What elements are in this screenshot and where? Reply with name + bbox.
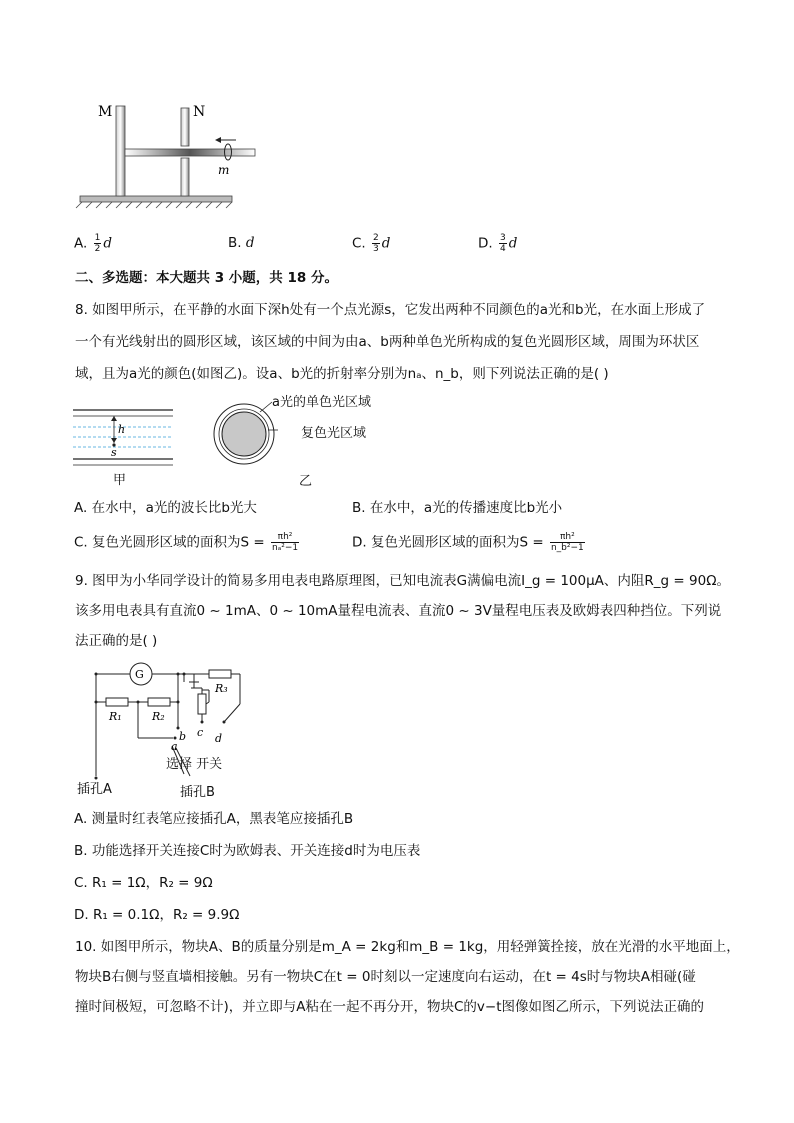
q9-label-jack-A: 插孔A	[77, 782, 112, 797]
q9-option-c: C. R₁ = 1Ω，R₂ = 9Ω	[74, 875, 213, 891]
q9-label-R1: R₁	[109, 710, 122, 723]
q8-option-d: D. 复色光圆形区域的面积为S = $\frac{\text{πh²}}{\text{n\_b²−1}}$	[352, 532, 584, 553]
q7-option-c: C. $\frac{2}{3}$ d	[352, 233, 391, 254]
q9-label-b: b	[179, 730, 187, 743]
q8-text-line-1: 8. 如图甲所示，在平静的水面下深h处有一个点光源s，它发出两种不同颜色的a光和b光，在水面上形成了	[75, 302, 706, 318]
q8-label-h: h	[118, 423, 126, 436]
section-heading: 二、多选题：本大题共 3 小题，共 18 分。	[75, 270, 338, 286]
q8-caption-jia: 甲	[113, 473, 127, 488]
q8-option-a: A. 在水中，a光的波长比b光大	[74, 500, 257, 516]
q8-text-line-3: 域，且为a光的颜色(如图乙)。设a、b光的折射率分别为nₐ、n_b，则下列说法正确的是( )	[75, 366, 609, 382]
q7-figure	[70, 96, 270, 216]
q7-option-a: A. $\frac{1}{2}$ d	[74, 233, 112, 254]
q7-label-M: M	[98, 104, 113, 120]
q7-label-N: N	[193, 104, 206, 120]
q8-label-mixed-region: 复色光区域	[301, 426, 367, 441]
q9-label-jack-B: 插孔B	[180, 785, 215, 800]
q8-caption-yi: 乙	[299, 474, 313, 489]
q8-figure-yi	[208, 400, 278, 470]
q8-label-s: s	[111, 446, 117, 459]
q9-label-R3: R₃	[215, 682, 228, 695]
q9-option-a: A. 测量时红表笔应接插孔A，黑表笔应接插孔B	[74, 811, 354, 827]
q9-label-G: G	[135, 668, 144, 681]
q7-label-m: m	[218, 163, 230, 177]
q9-option-b: B. 功能选择开关连接C时为欧姆表、开关连接d时为电压表	[74, 843, 421, 859]
q10-text-line-1: 10. 如图甲所示，物块A、B的质量分别是m_A = 2kg和m_B = 1kg，用轻弹簧拴接，放在光滑的水平地面上，	[75, 939, 740, 955]
q7-option-d: D. $\frac{3}{4}$ d	[478, 233, 518, 254]
q9-label-switch: 选择 开关	[166, 757, 223, 772]
q10-text-line-2: 物块B右侧与竖直墙相接触。另有一物块C在t = 0时刻以一定速度向右运动，在t = 4s时与物块A相碰(碰	[75, 969, 696, 985]
q9-text-line-3: 法正确的是( )	[75, 633, 158, 649]
q9-label-d: d	[215, 732, 223, 745]
q9-text-line-1: 9. 图甲为小华同学设计的简易多用电表电路原理图，已知电流表G满偏电流I_g = 100μA、内阻R_g = 90Ω。	[75, 573, 731, 589]
q9-label-R2: R₂	[152, 710, 165, 723]
q9-label-a: a	[171, 740, 178, 753]
q8-label-a-region: a光的单色光区域	[272, 395, 371, 410]
q7-option-b: B. d	[228, 235, 255, 251]
q8-option-b: B. 在水中，a光的传播速度比b光小	[352, 500, 563, 516]
q10-text-line-3: 撞时间极短，可忽略不计)，并立即与A粘在一起不再分开，物块C的v−t图像如图乙所示，下列说法正确的	[75, 999, 705, 1015]
q9-option-d: D. R₁ = 0.1Ω，R₂ = 9.9Ω	[74, 907, 240, 923]
q9-label-c: c	[197, 726, 204, 739]
q9-text-line-2: 该多用电表具有直流0 ~ 1mA、0 ~ 10mA量程电流表、直流0 ~ 3V量程电压表及欧姆表四种挡位。下列说	[75, 603, 722, 619]
q8-text-line-2: 一个有光线射出的圆形区域，该区域的中间为由a、b两种单色光所构成的复色光圆形区域，周围为环状区	[75, 334, 700, 350]
q8-option-c: C. 复色光圆形区域的面积为S = $\frac{\text{πh²}}{\text{nₐ²−1}}$	[74, 532, 299, 553]
